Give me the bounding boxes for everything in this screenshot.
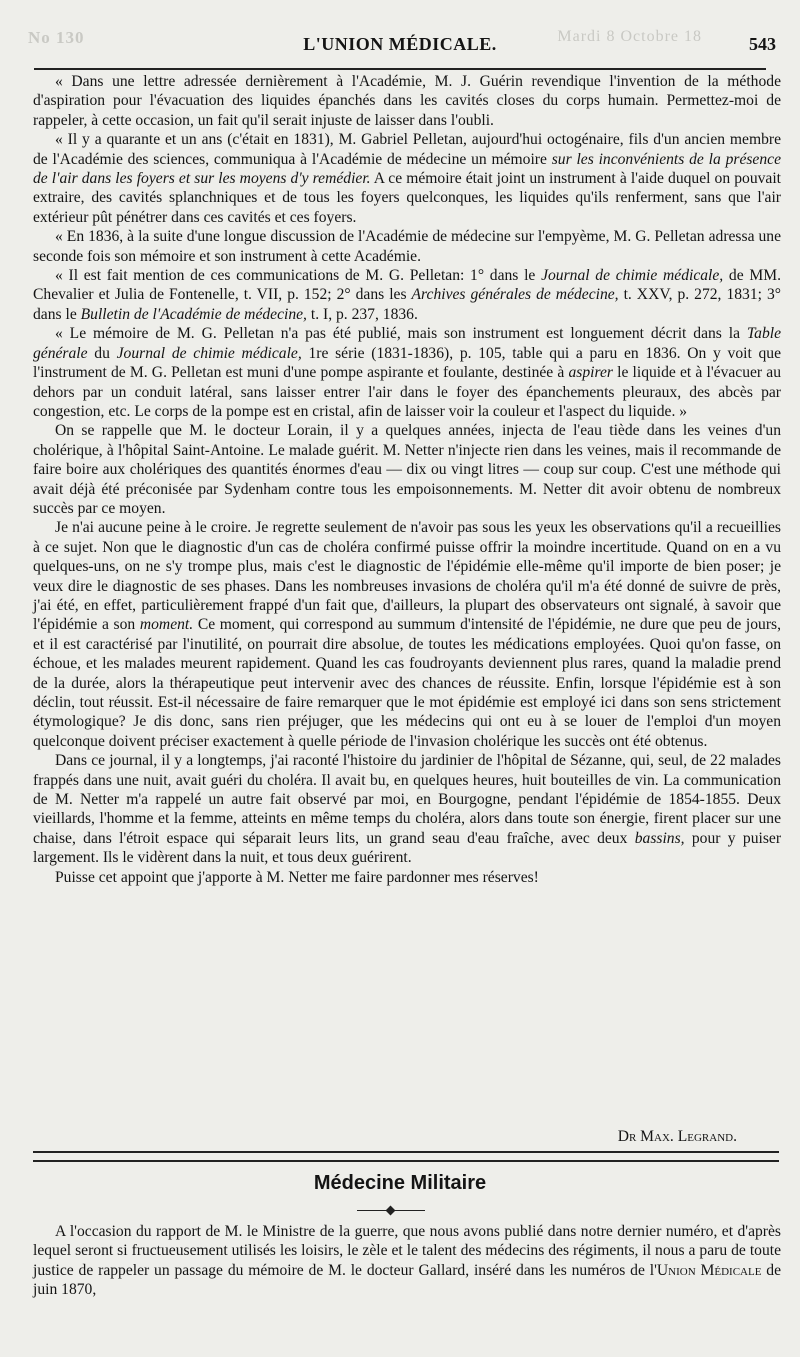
paragraph-6-text: On se rappelle que M. le docteur Lorain, il y a quelques années, injecta de l'eau tiède dans les veines d'un cholérique, à l'hôpital Saint-Antoine. Le malade guérit. M. Netter n'injecte rien dans les veines, mais il recommande de faire boire aux cholériques des quantités énormes d'eau — dix ou vingt litres — coup sur coup. C'est une méthode qui avait déjà été préconisée par Sydenham contre tous les empoisonnements. M. Netter dit avoir obtenu de nombreux succès par ce moyen. [33, 422, 781, 517]
paragraph-7-text-2: Ce moment, qui correspond au summum d'intensité de l'épidémie, ne dure que peu de jours, et il est caractérisé par l'inutilité, on pourrait dire absolue, de toutes les médications employées. Quoi qu'on fasse, on échoue, et les malades meurent rapidement. Quand les cas foudroyants deviennent plus rares, quand la maladie prend de la durée, alors la thérapeutique peut intervenir avec des chances de réussite. Enfin, lorsque l'épidémie est à son déclin, tout réussit. Est-il nécessaire de faire remarquer que le mot épidémie est employé ici dans son sens strictement étymologique? Je dis donc, sans rien préjuger, que les médecins qui ont eu à se louer de l'emploi d'un moyen quelconque doivent préciser exactement à quelle période de l'invasion cholérique les succès ont été obtenus. [33, 616, 782, 750]
section-paragraph-text: A l'occasion du rapport de M. le Ministre de la guerre, que nous avons publié dans notre dernier numéro, et d'après lequel seront si fructueusement utilisés les loisirs, le zèle et le talent des médecins des régiments, il nous a paru de toute justice de rappeler un passage du mémoire de M. le docteur Gallard, inséré dans les numéros de l' [33, 1223, 781, 1279]
paragraph-8-text-2: pour y puiser largement. Ils le vidèrent dans la nuit, et tous deux guérirent. [33, 829, 782, 867]
header-rule [34, 68, 766, 70]
page-number: 543 [749, 34, 776, 54]
emphasis-moment: moment. [139, 616, 194, 634]
archives-title: Archives générales de médecine, [411, 286, 619, 304]
paragraph-5-text-3: 1re série (1831-1836), p. 105, table qui a paru en 1836. On y voit que l'instrument de M. G. Pelletan est muni d'une pompe aspirante et foulante, destinée à [33, 344, 782, 382]
section-body [33, 1222, 781, 1300]
author-signature: Dr Max. Legrand. [617, 1128, 737, 1145]
paragraph-4 [33, 266, 781, 324]
section-paragraph [33, 1222, 781, 1300]
paragraph-8 [33, 751, 781, 867]
section-title: Médecine Militaire [313, 1172, 487, 1194]
paragraph-4-text-4: t. I, p. 237, 1836. [306, 305, 418, 323]
paragraph-1 [33, 72, 781, 130]
bleed-through-date: Mardi 8 Octobre 18 [557, 28, 702, 45]
section-divider [33, 1151, 779, 1162]
page-header [24, 28, 776, 58]
paragraph-4-text-3: t. XXV, p. 272, 1831; 3° dans le [33, 286, 781, 323]
paragraph-1-text: « Dans une lettre adressée dernièrement à l'Académie, M. J. Guérin revendique l'invention de la méthode d'aspiration pour l'évacuation des liquides épanchés dans les cavités closes du corps humain. Permettez-moi de rappeler, à cette occasion, un fait qu'il serait injuste de laisser dans l'oubli. [33, 73, 781, 129]
journal-title: Journal de chimie médicale, [541, 267, 724, 285]
paragraph-5 [33, 324, 781, 421]
running-title: L'UNION MÉDICALE. [303, 34, 497, 54]
paragraph-7-text: Je n'ai aucune peine à le croire. Je regrette seulement de n'avoir pas sous les yeux les observations qu'il a recueillies à ce sujet. Non que le diagnostic d'un cas de choléra confirmé puisse offrir la moindre incertitude. Quand on en a vu quelques-uns, on ne s'y trompe plus, mais c'est le diagnostic de l'épidémie elle-même qu'il importe de bien poser; je veux dire le diagnostic de ses phases. Dans les nombreuses invasions de choléra qu'il m'a été donné de suivre de près, j'ai été, en effet, particulièrement frappé d'un fait que, d'ailleurs, la plupart des observateurs ont signalé, à savoir que l'épidémie a son [33, 519, 781, 634]
paragraph-7 [33, 518, 781, 751]
paragraph-2-text-end: A ce mémoire était joint un instrument à l'aide duquel on pouvait extraire, des cavités splanchniques et de tous les foyers quelconques, les liquides qu'ils renferment, sans que l'air extérieur pût pénétrer dans ces cavités et ces foyers. [33, 170, 782, 226]
paragraph-9 [33, 868, 781, 887]
paragraph-8-text: Dans ce journal, il y a longtemps, j'ai raconté l'histoire du jardinier de l'hôpital de Sézanne, qui, seul, de 22 malades frappés dans une nuit, avait guéri du choléra. Il avait bu, en quelques heures, huit bouteilles de vin. La communication de M. Netter m'a rappelé un autre fait observé par moi, en Bourgogne, pendant l'épidémie de 1854-1855. Deux vieillards, l'homme et la femme, atteints en même temps du choléra, alors dans toute son énergie, firent placer sur une chaise, dans l'étroit espace qui séparait leurs lits, un grand seau d'eau fraîche, avec deux [33, 752, 781, 847]
journal-name: Union Médicale [656, 1261, 762, 1279]
ornament-rule [357, 1210, 425, 1211]
paragraph-5-text-4: le liquide et à l'évacuer au dehors par un conduit latéral, sans laisser entrer l'air dans le foyer des épanchements pleuraux, des abcès par congestion, etc. Le corps de la pompe est en cristal, afin de laisser voir la couleur et l'aspect du liquide. » [33, 364, 781, 420]
emphasis-aspirer: aspirer [568, 364, 613, 382]
paragraph-5-text-2: du [87, 344, 117, 362]
journal-title-2: Journal de chimie médicale, [116, 344, 302, 362]
paragraph-6 [33, 421, 781, 518]
bulletin-title: Bulletin de l'Académie de médecine, [80, 305, 307, 323]
section-paragraph-text-end: de juin 1870, [33, 1261, 782, 1299]
paragraph-4-text-2: de MM. Chevalier et Julia de Fontenelle, t. VII, p. 152; 2° dans les [33, 267, 782, 304]
paragraph-9-text: Puisse cet appoint que j'apporte à M. Netter me faire pardonner mes réserves! [55, 868, 539, 886]
paragraph-3 [33, 227, 781, 266]
paragraph-5-text: « Le mémoire de M. G. Pelletan n'a pas été publié, mais son instrument est longuement décrit dans la [55, 325, 747, 343]
paragraph-2-text: « Il y a quarante et un ans (c'était en 1831), M. Gabriel Pelletan, aujourd'hui octogénaire, fils d'un ancien membre de l'Académie des sciences, communiqua à l'Académie de médecine un mémoire [33, 131, 781, 168]
article-body [33, 72, 781, 887]
paragraph-2 [33, 130, 781, 227]
paragraph-4-text: « Il est fait mention de ces communications de M. G. Pelletan: 1° dans le [55, 267, 542, 285]
emphasis-bassins: bassins, [634, 829, 685, 847]
paragraph-3-text: « En 1836, à la suite d'une longue discussion de l'Académie de médecine sur l'empyème, M. G. Pelletan adressa une seconde fois son mémoire et son instrument à cette Académie. [33, 228, 781, 265]
table-title: Table générale [33, 325, 781, 362]
memoir-title: sur les inconvénients de la présence de l'air dans les foyers et sur les moyens d'y remédier. [33, 150, 781, 188]
bleed-through-issue-number: No 130 [28, 28, 85, 47]
